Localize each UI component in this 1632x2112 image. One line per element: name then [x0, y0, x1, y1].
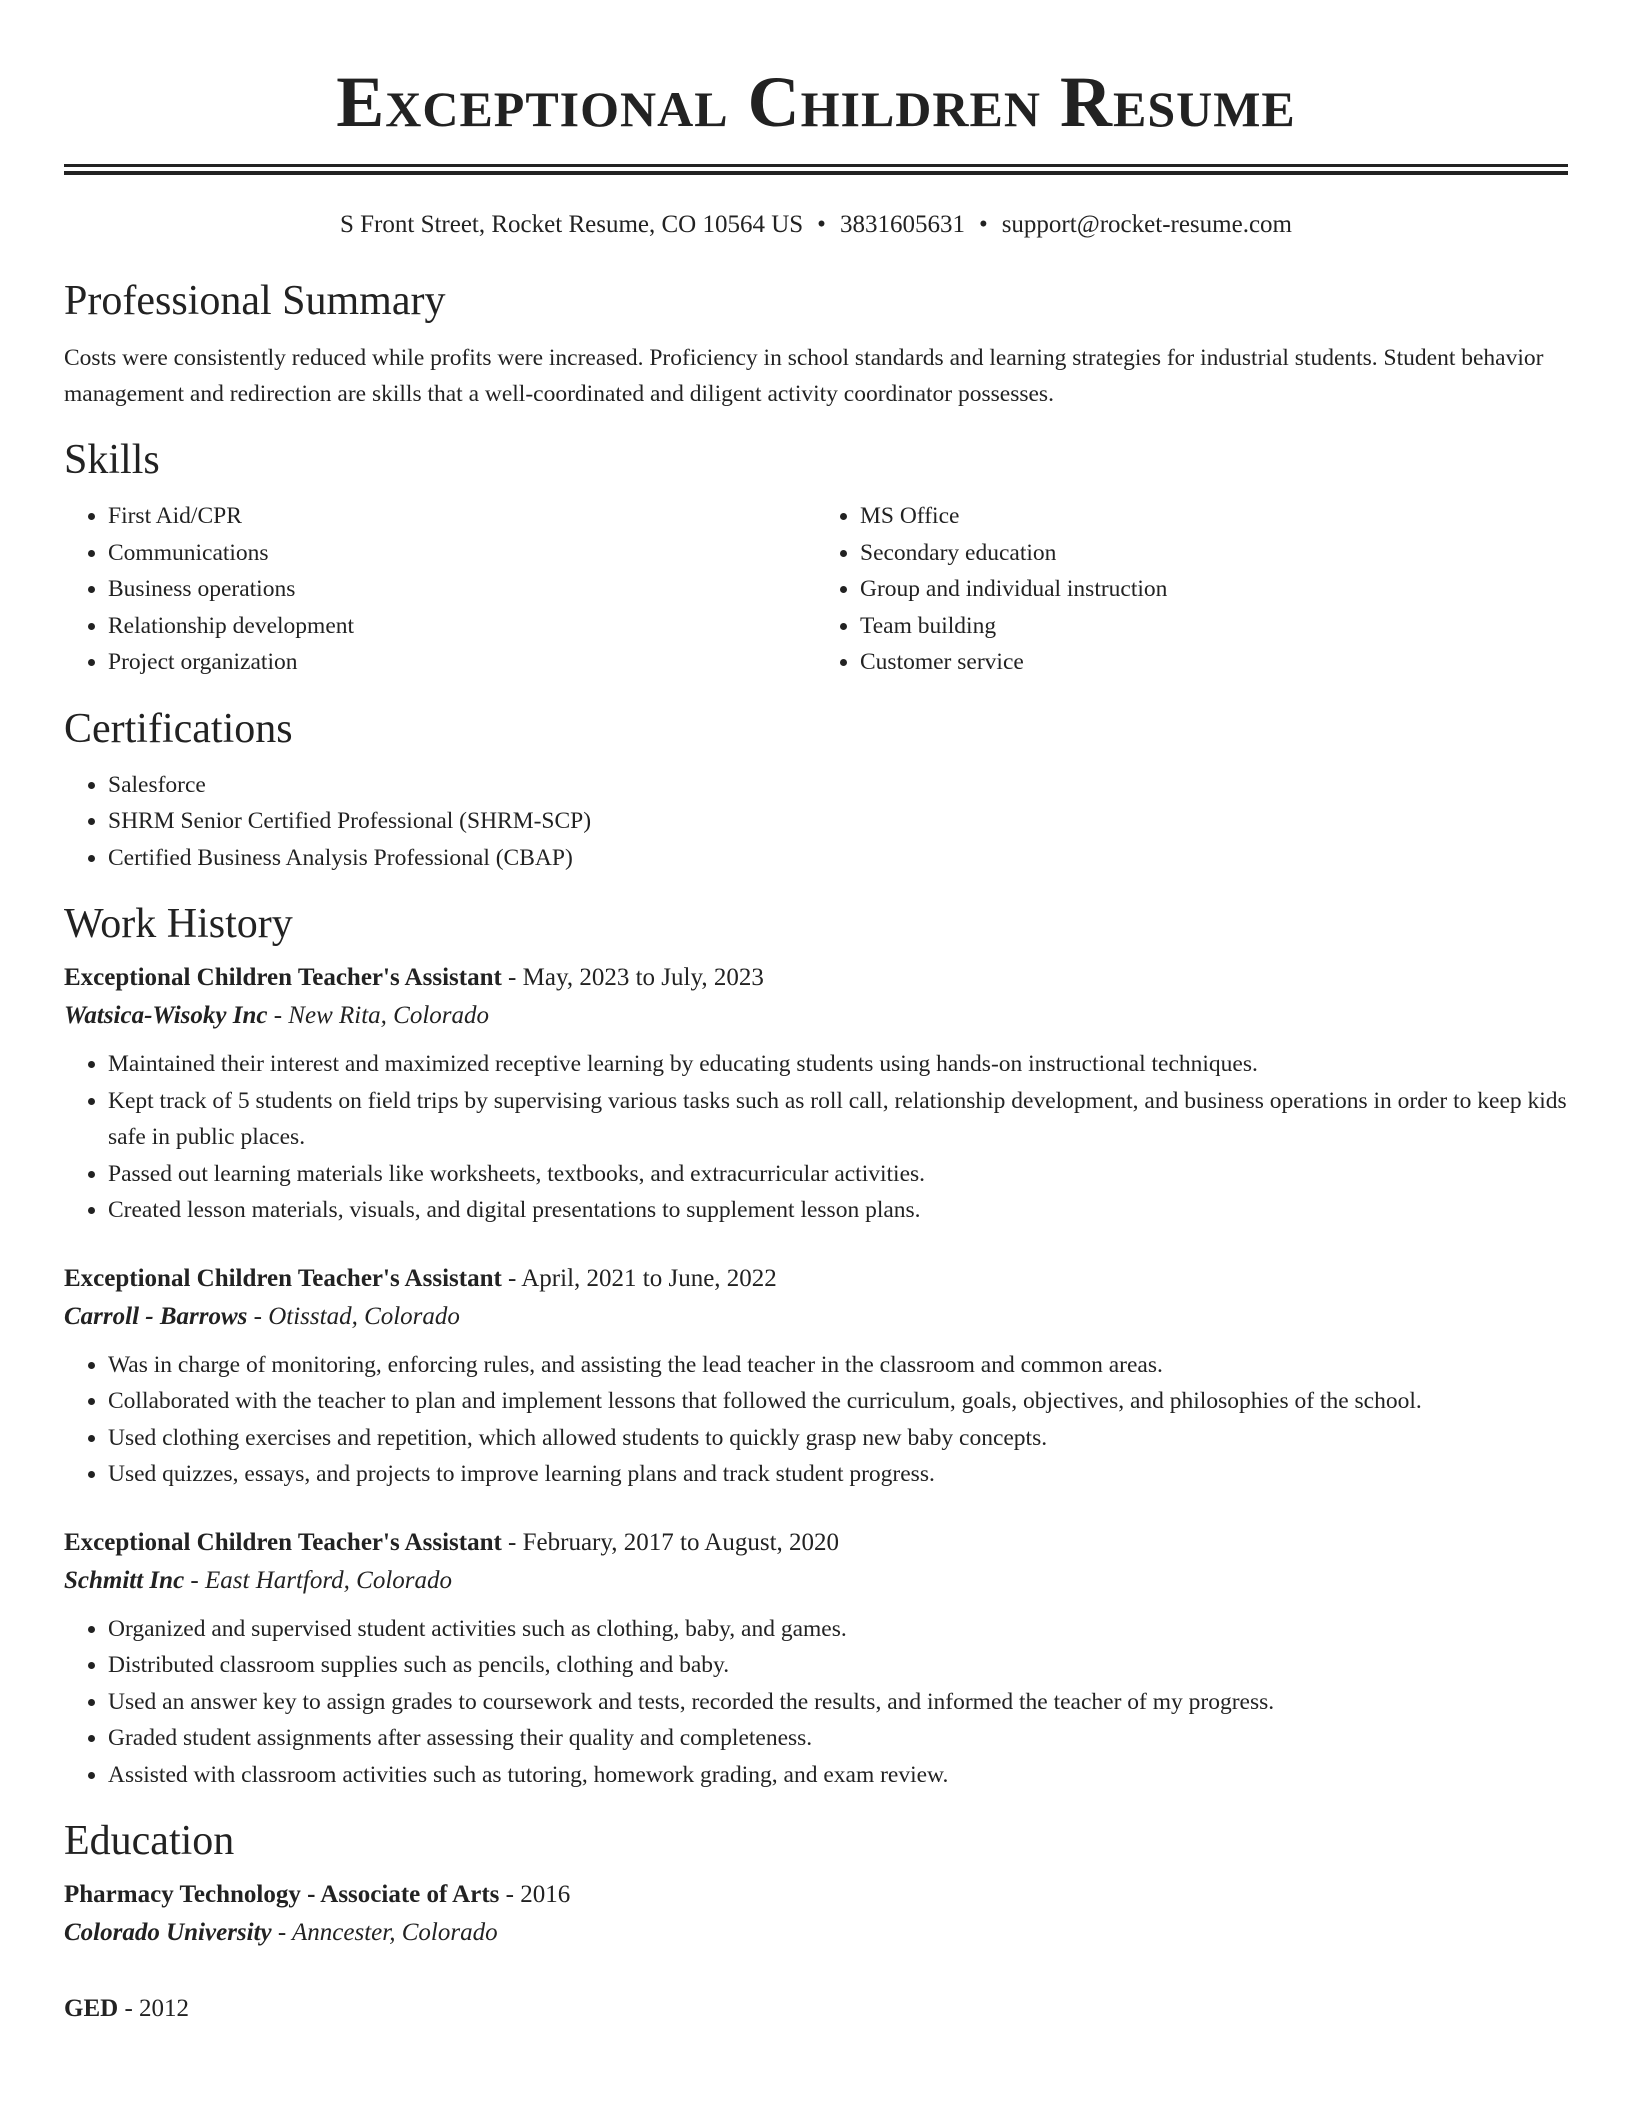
- school-line: [64, 1914, 1568, 1952]
- degree-line: [64, 1990, 1568, 2028]
- job-company-line: [64, 1562, 1568, 1600]
- degree-year: - 2016: [499, 1881, 571, 1908]
- job-bullets: [64, 1347, 1568, 1493]
- job-bullets: [64, 1611, 1568, 1794]
- list-item: • Certified Business Analysis Professional (CBAP): [108, 840, 1568, 877]
- job-title-line: [64, 959, 1568, 997]
- education-entry: [64, 1990, 1568, 2028]
- summary-heading: Professional Summary: [64, 278, 446, 324]
- summary-text: Costs were consistently reduced while profits were increased. Proficiency in school standards and learning strategies for industrial students. Student behavior management and redirection are skills that a well-coordinated and diligent activity coordinator possesses.: [64, 345, 1544, 407]
- education-entry: [64, 1876, 1568, 1952]
- resume-title: Exceptional Children Resume: [336, 62, 1296, 142]
- list-item: • First Aid/CPR: [108, 498, 816, 535]
- list-item: • Passed out learning materials like worksheets, textbooks, and extracurricular activities.: [108, 1156, 1568, 1193]
- contact-address: S Front Street, Rocket Resume, CO 10564 US: [339, 211, 804, 238]
- job-title: Exceptional Children Teacher's Assistant: [64, 964, 502, 991]
- list-item: • Used clothing exercises and repetition, which allowed students to quickly grasp new baby concepts.: [108, 1420, 1568, 1457]
- list-item: • Business operations: [108, 571, 816, 608]
- skills-columns: [64, 498, 1568, 681]
- list-item: • Customer service: [860, 644, 1568, 681]
- job-location: - East Hartford, Colorado: [184, 1566, 453, 1594]
- job-location: - New Rita, Colorado: [267, 1002, 490, 1029]
- list-item: • Salesforce: [108, 767, 1568, 804]
- list-item: • MS Office: [860, 498, 1568, 535]
- degree-year: - 2012: [118, 1995, 190, 2022]
- list-item: • Organized and supervised student activities such as clothing, baby, and games.: [108, 1611, 1568, 1648]
- job-dates: - May, 2023 to July, 2023: [501, 964, 764, 991]
- job-entry: [64, 959, 1568, 1229]
- resume-page: [64, 0, 1568, 2028]
- list-item: • SHRM Senior Certified Professional (SHRM-SCP): [108, 803, 1568, 840]
- school-name: Colorado University: [64, 1919, 272, 1946]
- list-item: • Graded student assignments after assessing their quality and completeness.: [108, 1720, 1568, 1757]
- contact-separator: •: [978, 211, 988, 238]
- degree-name: Pharmacy Technology - Associate of Arts: [64, 1881, 500, 1908]
- list-item: • Assisted with classroom activities such as tutoring, homework grading, and exam review.: [108, 1757, 1568, 1794]
- job-entry: [64, 1260, 1568, 1493]
- list-item: • Kept track of 5 students on field trips by supervising various tasks such as roll call, relationship development, and business operations in order to keep kids safe in public places.: [108, 1083, 1568, 1156]
- job-company: Watsica-Wisoky Inc: [64, 1002, 268, 1029]
- job-bullets: [64, 1046, 1568, 1229]
- list-item: • Maintained their interest and maximized receptive learning by educating students using hands-on instructional techniques.: [108, 1046, 1568, 1083]
- list-item: • Relationship development: [108, 608, 816, 645]
- certifications-heading: Certifications: [64, 705, 293, 752]
- list-item: • Group and individual instruction: [860, 571, 1568, 608]
- job-dates: - February, 2017 to August, 2020: [501, 1528, 840, 1556]
- job-location: - Otisstad, Colorado: [247, 1302, 460, 1330]
- job-title-line: [64, 1524, 1568, 1562]
- skills-list-left: [64, 498, 816, 681]
- school-location: - Anncester, Colorado: [271, 1919, 498, 1946]
- job-company: Schmitt Inc: [64, 1566, 185, 1594]
- contact-email: support@rocket-resume.com: [1001, 211, 1292, 238]
- list-item: • Collaborated with the teacher to plan and implement lessons that followed the curriculum, goals, objectives, and philosophies of the school.: [108, 1383, 1568, 1420]
- list-item: • Secondary education: [860, 535, 1568, 572]
- degree-line: [64, 1876, 1568, 1914]
- list-item: • Used an answer key to assign grades to coursework and tests, recorded the results, and informed the teacher of my progress.: [108, 1684, 1568, 1721]
- job-title-line: [64, 1260, 1568, 1298]
- list-item: • Communications: [108, 535, 816, 572]
- contact-separator: •: [817, 211, 826, 238]
- job-dates: - April, 2021 to June, 2022: [501, 1264, 777, 1292]
- certifications-list: [64, 767, 1568, 877]
- job-company-line: [64, 997, 1568, 1035]
- title-divider: [64, 164, 1568, 175]
- job-title: Exceptional Children Teacher's Assistant: [64, 1528, 502, 1556]
- education-heading: Education: [64, 1818, 235, 1864]
- job-company-line: [64, 1298, 1568, 1336]
- contact-phone: 3831605631: [839, 211, 965, 238]
- list-item: • Created lesson materials, visuals, and digital presentations to supplement lesson plans.: [108, 1192, 1568, 1229]
- degree-name: GED: [64, 1995, 119, 2022]
- contact-line: [64, 209, 1568, 241]
- skills-heading: Skills: [64, 437, 160, 483]
- work-history-heading: Work History: [64, 901, 293, 947]
- job-entry: [64, 1524, 1568, 1794]
- job-title: Exceptional Children Teacher's Assistant: [64, 1264, 502, 1292]
- list-item: • Used quizzes, essays, and projects to improve learning plans and track student progress.: [108, 1456, 1568, 1493]
- list-item: • Project organization: [108, 644, 816, 681]
- skills-list-right: [816, 498, 1568, 681]
- list-item: • Distributed classroom supplies such as pencils, clothing and baby.: [108, 1647, 1568, 1684]
- job-company: Carroll - Barrows: [64, 1302, 248, 1330]
- list-item: • Was in charge of monitoring, enforcing rules, and assisting the lead teacher in the classroom and common areas.: [108, 1347, 1568, 1384]
- list-item: • Team building: [860, 608, 1568, 645]
